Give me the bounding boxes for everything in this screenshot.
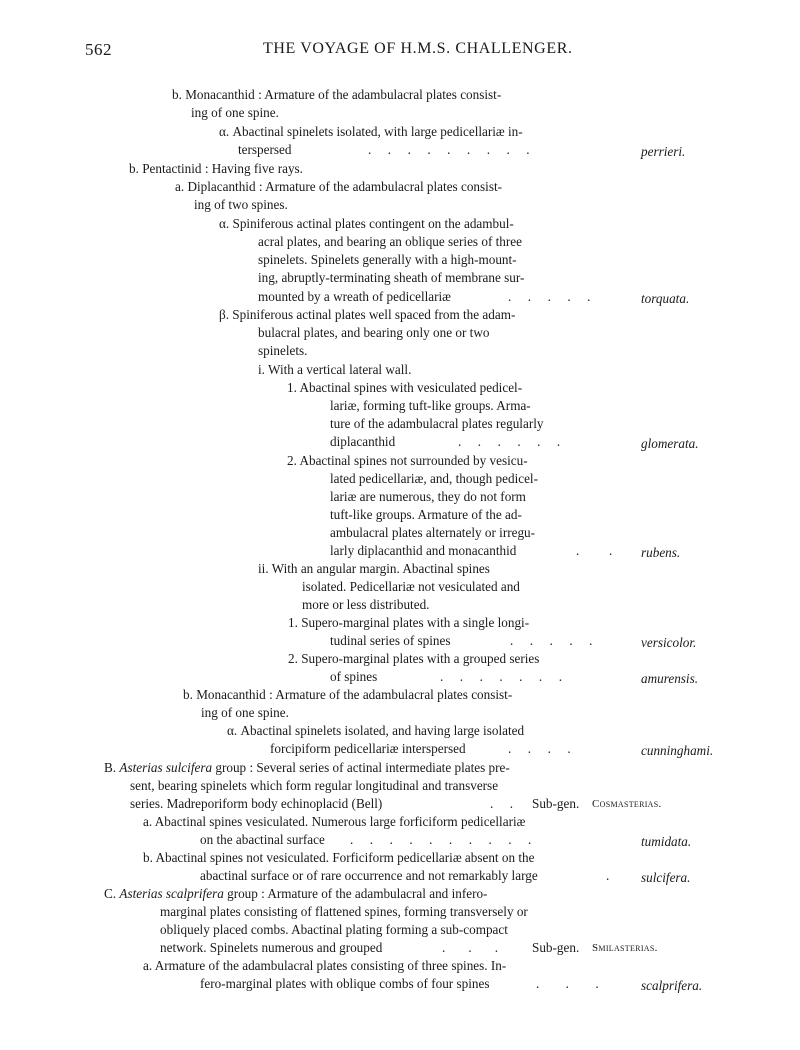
key-line: α. Abactinal spinelets isolated, with large pedicellariæ in-	[219, 124, 523, 139]
key-line: of spines . . . . . . .	[330, 669, 562, 684]
species-name: tumidata.	[641, 834, 692, 849]
key-line: sent, bearing spinelets which form regular longitudinal and transverse	[130, 778, 499, 793]
key-line: ii. With an angular margin. Abactinal spines	[258, 561, 490, 576]
key-line: obliquely placed combs. Abactinal plating forming a sub-compact	[160, 922, 508, 937]
key-line: 2. Abactinal spines not surrounded by vesicu-	[287, 453, 528, 468]
species-name: glomerata.	[641, 436, 699, 451]
key-line: a. Abactinal spines vesiculated. Numerous large forficiform pedicellariæ	[143, 814, 526, 829]
key-line: bulacral plates, and bearing only one or two	[258, 325, 490, 340]
key-line: lariæ are numerous, they do not form	[330, 489, 526, 504]
species-name: sulcifera.	[641, 870, 691, 885]
key-line: lated pedicellariæ, and, though pedicel-	[330, 471, 538, 486]
species-name: perrieri.	[641, 144, 686, 159]
key-line: ture of the adambulacral plates regularly	[330, 416, 544, 431]
key-line: more or less distributed.	[302, 597, 430, 612]
key-line: ambulacral plates alternately or irregu-	[330, 525, 536, 540]
key-line: fero-marginal plates with oblique combs of four spines . . .	[200, 976, 599, 991]
key-line: 1. Abactinal spines with vesiculated pedicel-	[287, 380, 523, 395]
key-line: network. Spinelets numerous and grouped . . . Sub-gen. Smilasterias.	[160, 940, 658, 955]
key-line: marginal plates consisting of flattened spines, forming transversely or	[160, 904, 528, 919]
key-line: on the abactinal surface . . . . . . . . . .	[200, 832, 532, 847]
key-line: b. Monacanthid : Armature of the adambulacral plates consist-	[183, 687, 513, 702]
key-line: spinelets. Spinelets generally with a high-mount-	[258, 252, 517, 267]
key-line: α. Spiniferous actinal plates contingent on the adambul-	[219, 216, 514, 231]
key-line: a. Armature of the adambulacral plates consisting of three spines. In-	[143, 958, 507, 973]
key-line: lariæ, forming tuft-like groups. Arma-	[330, 398, 531, 413]
key-line: β. Spiniferous actinal plates well spaced from the adam-	[219, 307, 516, 322]
species-name: cunninghami.	[641, 743, 714, 758]
key-line: abactinal surface or of rare occurrence and not remarkably large .	[200, 868, 610, 883]
species-name: rubens.	[641, 545, 681, 560]
key-line: C. Asterias scalprifera group : Armature of the adambulacral and infero-	[104, 886, 488, 901]
key-line: series. Madreporiform body echinoplacid (Bell) . . Sub-gen. Cosmasterias.	[130, 796, 662, 811]
key-line: larly diplacanthid and monacanthid . .	[330, 543, 613, 558]
key-line: i. With a vertical lateral wall.	[258, 362, 412, 377]
key-line: isolated. Pedicellariæ not vesiculated and	[302, 579, 520, 594]
key-line: b. Abactinal spines not vesiculated. Forficiform pedicellariæ absent on the	[143, 850, 535, 865]
key-line: ing of one spine.	[191, 105, 279, 120]
key-line: b. Pentactinid : Having five rays.	[129, 161, 303, 176]
key-line: diplacanthid . . . . . .	[330, 434, 561, 449]
key-line: a. Diplacanthid : Armature of the adambulacral plates consist-	[175, 179, 503, 194]
species-name: versicolor.	[641, 635, 697, 650]
key-line: ing of two spines.	[194, 197, 288, 212]
page-number: 562	[85, 40, 112, 59]
key-line: spinelets.	[258, 343, 308, 358]
species-name: scalprifera.	[641, 978, 703, 993]
key-line: b. Monacanthid : Armature of the adambulacral plates consist-	[172, 87, 502, 102]
running-title: THE VOYAGE OF H.M.S. CHALLENGER.	[263, 40, 573, 57]
key-line: ing, abruptly-terminating sheath of membrane sur-	[258, 270, 525, 285]
key-line: mounted by a wreath of pedicellariæ . . . . .	[258, 289, 591, 304]
species-name: amurensis.	[641, 671, 699, 686]
key-line: terspersed . . . . . . . . .	[238, 142, 530, 157]
key-line: ing of one spine.	[201, 705, 289, 720]
key-line: tudinal series of spines . . . . .	[330, 633, 593, 648]
key-line: acral plates, and bearing an oblique series of three	[258, 234, 523, 249]
key-line: 1. Supero-marginal plates with a single longi-	[288, 615, 530, 630]
key-line: forcipiform pedicellariæ interspersed . . . .	[270, 741, 571, 756]
key-line: α. Abactinal spinelets isolated, and having large isolated	[227, 723, 525, 738]
key-line: B. Asterias sulcifera group : Several series of actinal intermediate plates pre-	[104, 760, 510, 775]
species-name: torquata.	[641, 291, 690, 306]
key-line: tuft-like groups. Armature of the ad-	[330, 507, 522, 522]
key-line: 2. Supero-marginal plates with a grouped series	[288, 651, 540, 666]
